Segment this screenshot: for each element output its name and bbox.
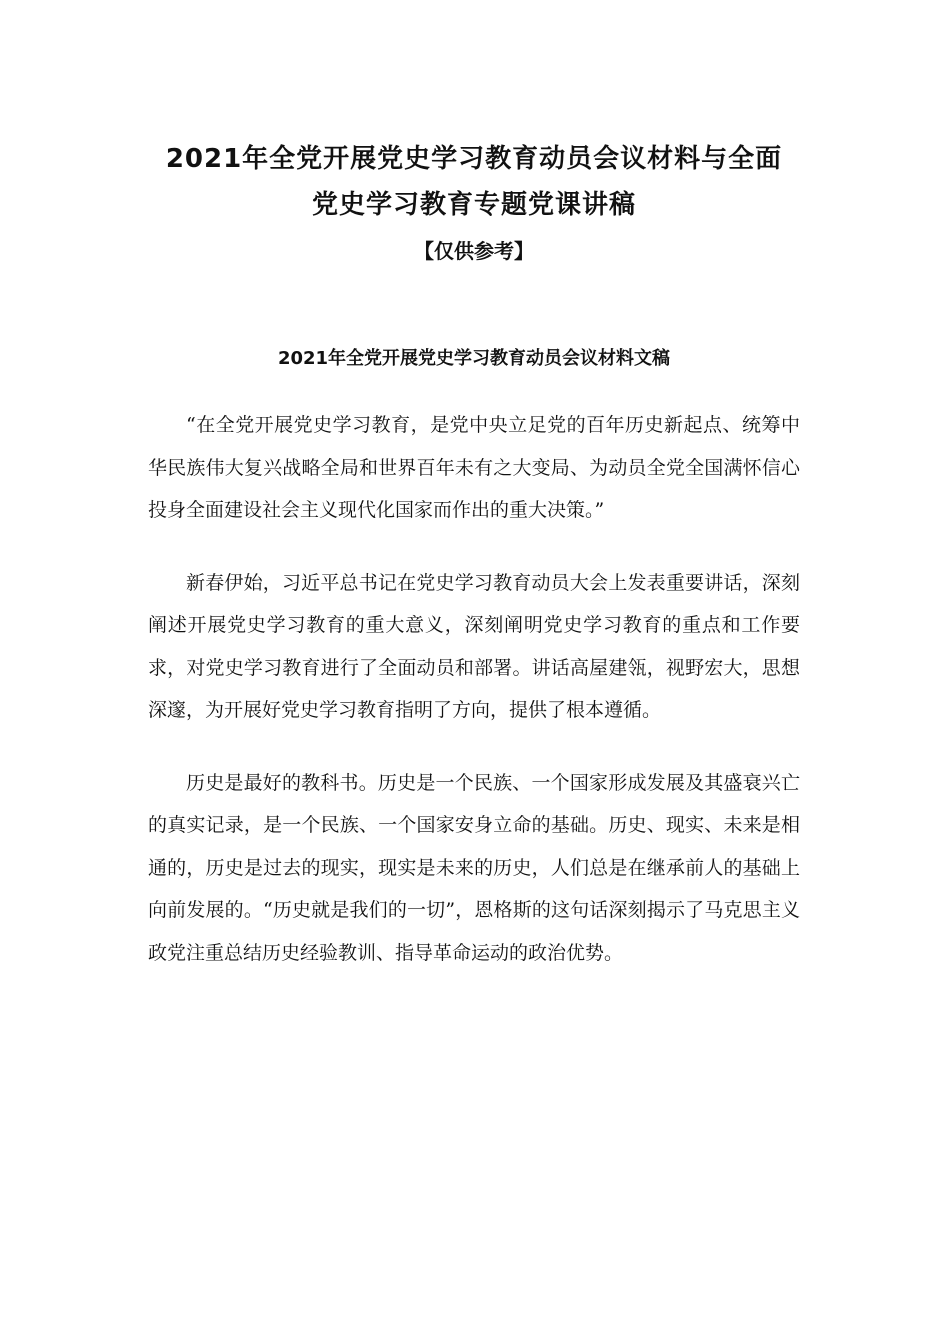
reference-note: 【仅供参考】 — [414, 239, 534, 263]
section-title: 2021年全党开展党史学习教育动员会议材料文稿 — [277, 348, 671, 369]
paragraph-2: 新春伊始，习近平总书记在党史学习教育动员大会上发表重要讲话，深刻阐述开展党史学习教育的重大意义，深刻阐明党史学习教育的重点和工作要求，对党史学习教育进行了全面动员和部署。讲话高屋建瓴，视野宏大，思想深邃，为开展好党史学习教育指明了方向，提供了根本遵循。 — [148, 571, 800, 721]
document-title-line-1: 2021年全党开展党史学习教育动员会议材料与全面 — [165, 144, 783, 174]
document-title — [148, 136, 800, 228]
paragraph-3: 历史是最好的教科书。历史是一个民族、一个国家形成发展及其盛衰兴亡的真实记录，是一个民族、一个国家安身立命的基础。历史、现实、未来是相通的，历史是过去的现实，现实是未来的历史，人们总是在继承前人的基础上向前发展的。“历史就是我们的一切”，恩格斯的这句话深刻揭示了马克思主义政党注重总结历史经验教训、指导革命运动的政治优势。 — [148, 771, 800, 964]
paragraph-1: “在全党开展党史学习教育，是党中央立足党的百年历史新起点、统筹中华民族伟大复兴战略全局和世界百年未有之大变局、为动员全党全国满怀信心投身全面建设社会主义现代化国家而作出的重大决策。” — [148, 414, 800, 521]
document-title-line-2: 党史学习教育专题党课讲稿 — [311, 190, 636, 220]
